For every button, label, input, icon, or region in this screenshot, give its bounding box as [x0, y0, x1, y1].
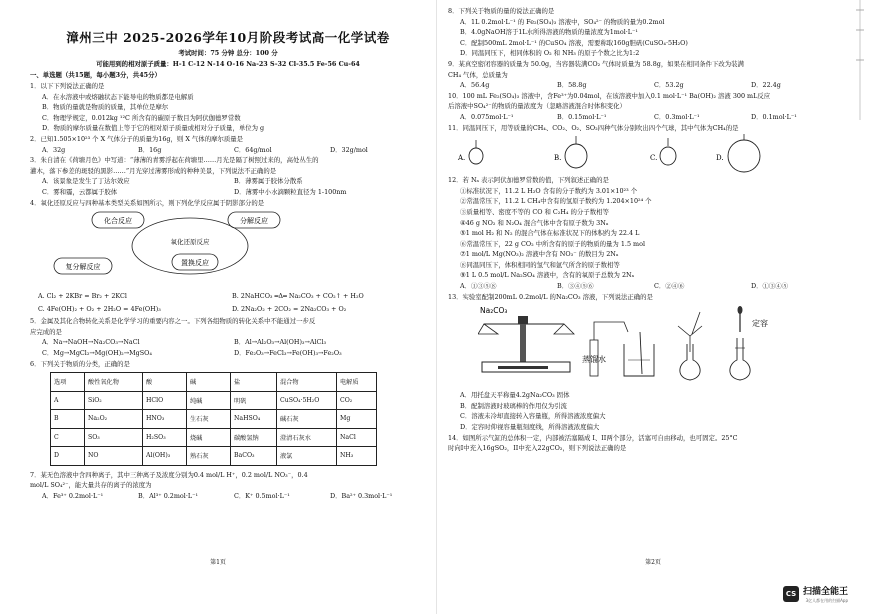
- table-row: [51, 428, 377, 447]
- q8-option-a: A．1L 0.2mol·L⁻¹ 的 Fe₂(SO₄)₃ 溶液中，SO₄²⁻ 的物质的量为0.2mol: [460, 17, 665, 26]
- table-cell: A: [51, 391, 85, 410]
- table-cell: NO: [85, 447, 143, 466]
- q12-statement: ①标准状况下，11.2 L H₂O 含有的分子数约为 3.01×10²³ 个: [460, 186, 638, 195]
- table-cell: HClO: [143, 391, 187, 410]
- section-heading: 一、单选题（共15题，每小题3分，共45分）: [30, 71, 161, 79]
- q12-option-c: C．②④⑥: [654, 282, 685, 291]
- q12-statement: ②常温常压下，11.2 L CH₄中含有的氢原子数约为 1.204×10²⁴ 个: [460, 197, 652, 206]
- q3-option-d: D．薄雾中小水滴颗粒直径为 1-100nm: [234, 187, 347, 196]
- q2-options: [30, 145, 426, 156]
- q10-options: [448, 112, 848, 123]
- table-header-cell: 混合物: [277, 373, 337, 392]
- q3-option-a: A．该景象是发生了丁达尔效应: [42, 177, 130, 186]
- balloon-d: [728, 140, 760, 172]
- table-cell: Al(OH)₃: [143, 447, 187, 466]
- venn-label-combination: 化合反应: [104, 217, 132, 226]
- question-3-line-2: 灌木，落下参差的斑驳的黑影……”月光穿过薄雾形成的种种美景，下列说法不正确的是: [30, 166, 277, 175]
- q7-options: [30, 491, 426, 502]
- q5-option-a: A．Na→NaOH→Na₂CO₃→NaCl: [42, 338, 140, 347]
- q4-option-b: B. 2NaHCO₃ ═Δ═ Na₂CO₃ + CO₂↑ + H₂O: [232, 292, 364, 301]
- table-cell: CO₂: [337, 391, 377, 410]
- q1-option-c: C．物理学规定，0.012kg ¹²C 所含有的碳原子数目为阿伏伽德罗常数: [42, 113, 241, 122]
- q5-options-row-2: [30, 348, 426, 359]
- q12-statement: ⑨1 L 0.5 mol/L Na₂SO₄ 溶液中，含有的氧原子总数为 2Nₐ: [460, 271, 635, 280]
- table-cell: 碱石灰: [277, 410, 337, 429]
- q4-options-row-1: [30, 290, 426, 303]
- q12-option-b: B．③④⑤⑥: [557, 282, 594, 291]
- exam-meta-atomic-mass: 可能用到的相对原子质量：H-1 C-12 N-14 O-16 Na-23 S-32 Cl-35.5 Fe-56 Cu-64: [96, 60, 360, 68]
- table-row: [51, 410, 377, 429]
- q10-option-c: C．0.3mol·L⁻¹: [654, 112, 700, 121]
- q12-statement: ⑤1 mol H₂ 和 N₂ 的混合气体在标准状况下的体积约为 22.4 L: [460, 229, 640, 238]
- q4-option-a: A. Cl₂ + 2KBr = Br₂ + 2KCl: [38, 292, 127, 301]
- q8-option-c: C．配制500mL 2mol·L⁻¹ 的CuSO₄ 溶液，需要称取160g胆矾(CuSO₄·5H₂O): [460, 38, 688, 47]
- q4-options-row-2: [30, 303, 426, 316]
- question-14-line-2: 时向I中充入16gSO₂，II中充入22gCO₂，则下列说法正确的是: [448, 444, 627, 453]
- table-cell: 生石灰: [187, 410, 231, 429]
- table-row: [51, 447, 377, 466]
- question-9-line-2: CH₄ 气体，总质量为: [448, 70, 508, 79]
- q3-options-row-1: [30, 176, 426, 187]
- apparatus-label-water: 蒸馏水: [582, 355, 606, 365]
- table-cell: B: [51, 410, 85, 429]
- page-number-1: 第1页: [210, 559, 226, 566]
- q1-option-b: B．物质的量就是物质的质量，其单位是摩尔: [42, 103, 169, 112]
- question-10-line-2: 后溶液中SO₄²⁻的物质的量浓度为（忽略溶液混合时体积变化）: [448, 102, 626, 111]
- beaker-icon: [624, 332, 654, 376]
- venn-label-decomposition: 分解反应: [240, 217, 268, 226]
- q5-option-d: D．Fe₂O₃→FeCl₃→Fe(OH)₃→Fe₂O₃: [234, 348, 342, 357]
- table-cell: HNO₃: [143, 410, 187, 429]
- table-cell: NaCl: [337, 428, 377, 447]
- q13-option-b: B．配制溶液时玻璃棒的作用仅为引流: [460, 401, 567, 410]
- table-cell: C: [51, 428, 85, 447]
- q7-option-b: B．Al³⁺ 0.2mol·L⁻¹: [138, 491, 199, 500]
- table-cell: 熟石灰: [187, 447, 231, 466]
- q13-option-c: C．溶液未冷却直接转入容量瓶，所得溶液浓度偏大: [460, 412, 606, 421]
- balloon-b: [565, 144, 587, 168]
- question-6: 6．下列关于物质的分类，正确的是: [30, 359, 130, 368]
- question-7-line-1: 7．某无色溶液中含四种离子，其中三种离子及浓度分别为0.4 mol/L H⁺，0.2 mol/L NO₃⁻，0.4: [30, 470, 308, 479]
- apparatus-label-na2co3: Na₂CO₃: [480, 306, 508, 316]
- table-cell: NH₃: [337, 447, 377, 466]
- scanner-app-tagline: 3亿人都在用的扫描App: [805, 598, 848, 603]
- question-8: 8．下列关于物质的量的说法正确的是: [448, 7, 555, 15]
- q7-option-c: C．K⁺ 0.5mol·L⁻¹: [234, 491, 290, 500]
- venn-label-double-replacement: 复分解反应: [65, 263, 101, 272]
- q1-option-d: D．物质的摩尔质量在数值上等于它的相对原子质量或相对分子质量，单位为 g: [42, 124, 265, 133]
- table-row: [51, 391, 377, 410]
- wash-bottle-icon: [590, 322, 628, 376]
- question-5-line-1: 5．金属及其化合物转化关系是化学学习的重要内容之一。下列各组物质的转化关系中不能通过一步反: [30, 317, 316, 326]
- scanner-app-name: 扫描全能王: [802, 587, 848, 597]
- exam-title: 漳州三中 2025-2026学年10月阶段考试高一化学试卷: [66, 30, 390, 45]
- table-header-cell: 选项: [51, 373, 85, 392]
- balloon-label-c: C.: [650, 154, 658, 163]
- q5-options-row-1: [30, 337, 426, 348]
- table-header-cell: 盐: [231, 373, 277, 392]
- apparatus-label-fill-to-mark: 定容: [752, 319, 768, 329]
- table-header-cell: 电解质: [337, 373, 377, 392]
- q12-option-a: A．①③⑤⑧: [460, 282, 497, 291]
- venn-label-redox: 氧化还原反应: [170, 238, 210, 247]
- table-cell: BaCO₃: [231, 447, 277, 466]
- q3-option-b: B．薄雾属于胶体分散系: [234, 177, 303, 186]
- question-5-line-2: 应完成的是: [30, 327, 62, 336]
- question-13: 13．实验室配制200mL 0.2mol/L 的Na₂CO₃ 溶液，下列说法正确的是: [448, 292, 653, 301]
- q1-option-a: A．在水溶液中或熔融状态下能导电的物质都是电解质: [42, 92, 194, 101]
- balloon-a: [469, 148, 483, 164]
- table-cell: Na₂O₂: [85, 410, 143, 429]
- table-cell: H₂SO₃: [143, 428, 187, 447]
- table-cell: 烧碱: [187, 428, 231, 447]
- q2-option-d: D．32g/mol: [330, 145, 368, 154]
- question-12: 12．若 Nₐ 表示阿伏加德罗常数的值，下列叙述正确的是: [448, 176, 609, 185]
- q9-options: [448, 80, 848, 91]
- q12-statement: ⑧同温同压下，体积相同的氢气和氩气所含的原子数相等: [460, 260, 620, 269]
- q7-option-d: D．Ba²⁺ 0.3mol·L⁻¹: [330, 491, 393, 500]
- table-header-cell: 碱: [187, 373, 231, 392]
- q4-option-d: D. 2Na₂O₂ + 2CO₂ = 2Na₂CO₃ + O₂: [232, 305, 347, 314]
- table-cell: 澄清石灰水: [277, 428, 337, 447]
- q12-options: [448, 281, 848, 292]
- table-cell: 液氯: [277, 447, 337, 466]
- balance-icon: [478, 316, 574, 372]
- table-cell: NaHSO₄: [231, 410, 277, 429]
- q8-option-b: B．4.0gNaOH溶于1L水所得溶液的物质的量浓度为1mol·L⁻¹: [460, 28, 638, 37]
- question-7-line-2: mol/L SO₄²⁻，能大量共存的离子的浓度为: [30, 481, 152, 490]
- q12-statement: ③质量相等、密度不等的 CO 和 C₂H₄ 的分子数相等: [460, 207, 609, 216]
- question-1: 1．以下下列说法正确的是: [30, 82, 105, 90]
- balloon-options: [454, 134, 854, 174]
- question-10-line-1: 10．100 mL Fe₂(SO₄)₃ 溶液中，含Fe³⁺为0.04mol，在该溶液中加入0.1 mol·L⁻¹ Ba(OH)₂ 溶液 300 mL反应: [448, 91, 771, 100]
- exam-page-2: [436, 0, 870, 614]
- q2-option-c: C．64g/mol: [234, 145, 272, 154]
- q12-option-d: D．①③④⑤: [751, 282, 789, 291]
- q2-option-b: B．16g: [138, 145, 162, 154]
- q5-option-c: C．Mg→MgCl₂→Mg(OH)₂→MgSO₄: [42, 348, 152, 357]
- question-4: 4．氧化还原反应与四种基本类型关系如图所示，则下列化学反应属于阴影部分的是: [30, 198, 265, 207]
- balloon-label-b: B.: [554, 154, 562, 163]
- q9-option-c: C．53.2g: [654, 81, 684, 90]
- table-header-cell: 酸: [143, 373, 187, 392]
- table-cell: 碳酸氢钠: [231, 428, 277, 447]
- q3-option-c: C．雾和霾，云都属于胶体: [42, 187, 118, 196]
- question-14-line-1: 14．如图所示气缸的总体积一定，内部被活塞隔成 I、II两个部分，活塞可自由移动，也可固定。25°C: [448, 433, 738, 442]
- q12-statement: ⑦1 mol/L Mg(NO₃)₂ 溶液中含有 NO₃⁻ 的数目为 2Nₐ: [460, 250, 619, 259]
- solution-prep-apparatus: [478, 304, 808, 386]
- question-3-line-1: 3．朱自清在《荷塘月色》中写道：“薄薄的青雾浮起在荷塘里……月光是隔了树照过来的，高处丛生的: [30, 156, 319, 165]
- q10-option-a: A．0.075mol·L⁻¹: [460, 112, 514, 121]
- q4-option-c: C. 4Fe(OH)₂ + O₂ + 2H₂O = 4Fe(OH)₃: [38, 305, 161, 314]
- table-header-row: [51, 373, 377, 392]
- scan-edge-marks: [850, 0, 870, 120]
- question-2: 2．已知1.505×10²³ 个 X 气体分子的质量为16g，则 X 气体的摩尔质量是: [30, 134, 244, 143]
- q8-option-d: D．同温同压下，相同体积的 O₂ 和 NH₃ 的原子个数之比为1:2: [460, 49, 640, 58]
- table-cell: SiO₂: [85, 391, 143, 410]
- page-number-2: 第2页: [645, 559, 661, 566]
- volumetric-flask-icon: [678, 312, 702, 380]
- q9-option-a: A．56.4g: [460, 81, 490, 90]
- table-cell: SO₃: [85, 428, 143, 447]
- balloon-label-d: D.: [716, 154, 724, 163]
- q12-statement: ⑥常温常压下，22 g CO₂ 中所含有的原子的物质的量为 1.5 mol: [460, 239, 645, 248]
- q9-option-b: B．58.8g: [557, 81, 587, 90]
- venn-label-replacement: 置换反应: [181, 259, 209, 268]
- q9-option-d: D．22.4g: [751, 81, 781, 90]
- table-cell: Mg: [337, 410, 377, 429]
- scanner-watermark: [783, 584, 848, 604]
- reaction-venn-diagram: [52, 210, 282, 284]
- dropper-flask-icon: [730, 306, 750, 380]
- question-11: 11．同温同压下，用等质量的CH₄、CO₂、O₂、SO₂四种气体分别吹出四个气球，其中气体为CH₄的是: [448, 123, 739, 132]
- table-cell: D: [51, 447, 85, 466]
- table-cell: 明矾: [231, 391, 277, 410]
- balloon-c: [660, 147, 676, 165]
- q13-option-d: D．定容时仰视容量瓶刻度线，所得溶液浓度偏大: [460, 423, 600, 432]
- q5-option-b: B．Al→Al₂O₃→Al(OH)₃→AlCl₃: [234, 338, 327, 347]
- classification-table: [50, 372, 377, 466]
- q2-option-a: A．32g: [42, 145, 66, 154]
- q10-option-b: B．0.15mol·L⁻¹: [557, 112, 607, 121]
- q12-statement: ④46 g NO₂ 和 N₂O₄ 混合气体中含有原子数为 3Nₐ: [460, 218, 609, 227]
- exam-meta-time: 考试时间：75 分钟 总分：100 分: [178, 49, 278, 57]
- q13-option-a: A．用托盘天平称量4.2gNa₂CO₃ 固体: [460, 391, 570, 400]
- balloon-label-a: A.: [458, 154, 466, 163]
- table-header-cell: 酸性氧化物: [85, 373, 143, 392]
- scanner-logo-icon: CS: [783, 586, 799, 602]
- table-cell: 纯碱: [187, 391, 231, 410]
- table-cell: CuSO₄·5H₂O: [277, 391, 337, 410]
- q3-options-row-2: [30, 187, 426, 198]
- question-9-line-1: 9．某真空密闭容器的质量为 50.0g，当容器装满CO₂ 气体时质量为 58.8g，如果在相同条件下改为装满: [448, 59, 744, 68]
- q10-option-d: D．0.1mol·L⁻¹: [751, 112, 797, 121]
- q7-option-a: A．Fe³⁺ 0.2mol·L⁻¹: [42, 491, 104, 500]
